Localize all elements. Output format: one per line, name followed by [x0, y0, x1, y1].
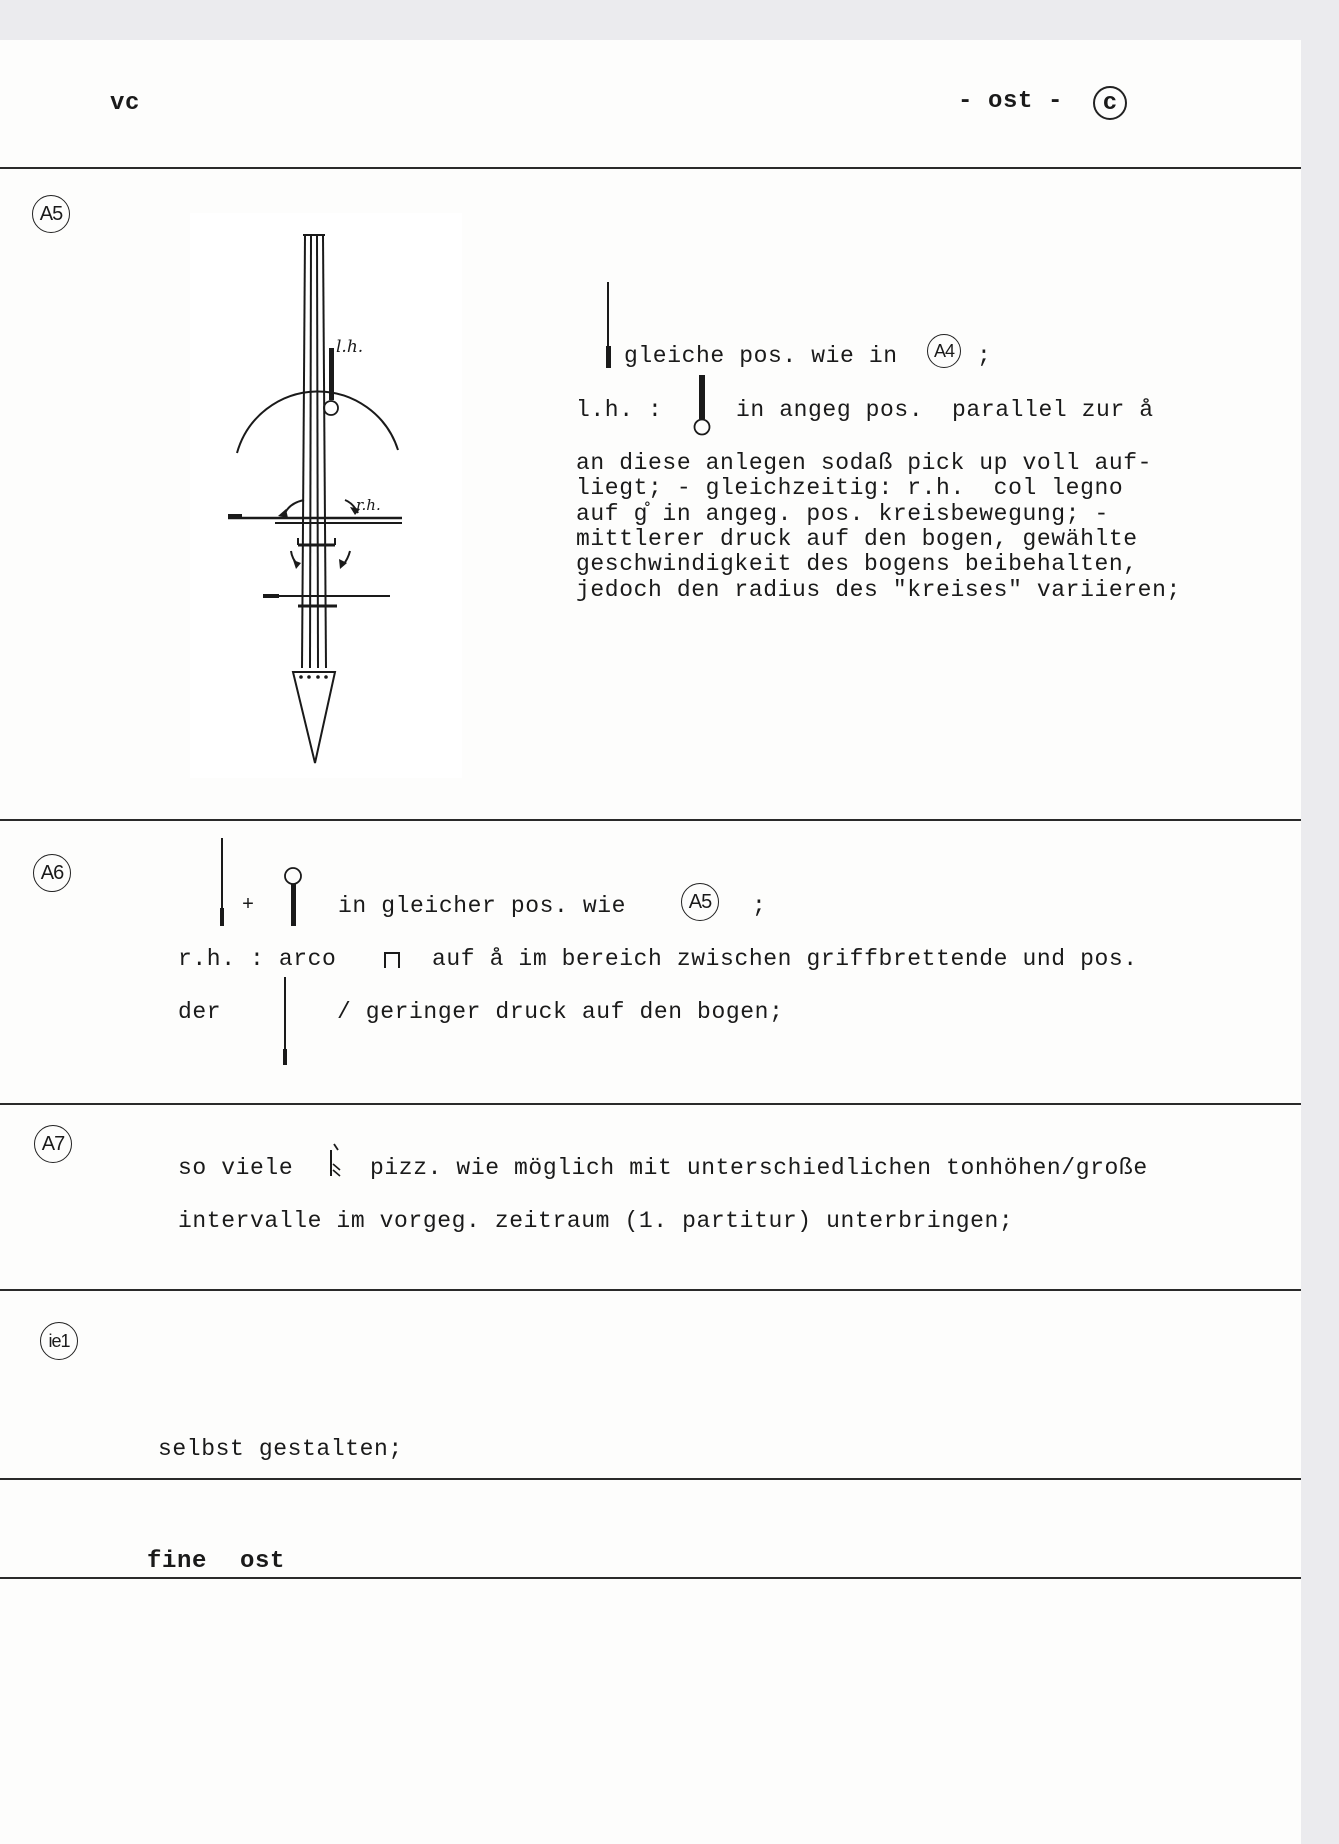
- a6-line-2: auf å im bereich zwischen griffbrettende und pos.: [432, 946, 1138, 972]
- down-bow-icon: [383, 950, 403, 970]
- divider-footer: [0, 1577, 1301, 1579]
- a6-line-2-prefix: r.h. : arco: [178, 946, 337, 972]
- page-title: - ost -: [958, 88, 1064, 115]
- section-marker-ie1: ie1: [40, 1322, 78, 1360]
- footer-fine: fine: [147, 1548, 208, 1575]
- a5-body-line: geschwindigkeit des bogens beibehalten,: [576, 551, 1138, 577]
- divider-a6: [0, 1103, 1301, 1105]
- cello-diagram: [190, 213, 462, 778]
- pickup-symbol-icon: [603, 282, 613, 368]
- a5-line-1-end: ;: [977, 343, 992, 369]
- a5-line-1: gleiche pos. wie in: [624, 343, 898, 369]
- right-hand-finger-icon: [282, 867, 304, 927]
- a7-line-1: pizz. wie möglich mit unterschiedlichen tonhöhen/große: [370, 1155, 1148, 1181]
- section-reference-a4: A4: [927, 334, 961, 368]
- plus-sign: +: [242, 894, 255, 917]
- a5-body-line: an diese anlegen sodaß pick up voll auf-: [576, 450, 1153, 476]
- a6-line-3: / geringer druck auf den bogen;: [337, 999, 784, 1025]
- section-reference-a5: A5: [681, 883, 719, 921]
- instrument-label: vc: [110, 90, 141, 117]
- divider-a7: [0, 1289, 1301, 1291]
- a6-line-1-end: ;: [752, 893, 767, 919]
- ie1-text: selbst gestalten;: [158, 1436, 403, 1462]
- a7-line-2: intervalle im vorgeg. zeitraum (1. partitur) unterbringen;: [178, 1208, 1014, 1234]
- a5-body-line: auf g̊ in angeg. pos. kreisbewegung; -: [576, 501, 1109, 527]
- section-marker-a7: A7: [34, 1125, 72, 1163]
- a5-line-2-prefix: l.h. :: [576, 397, 663, 423]
- a5-line-2: in angeg pos. parallel zur å: [736, 397, 1154, 423]
- pickup-symbol-icon: [280, 977, 290, 1065]
- a7-line-1-prefix: so viele: [178, 1155, 294, 1181]
- a6-line-1: in gleicher pos. wie: [338, 893, 627, 919]
- section-marker-a6: A6: [33, 854, 71, 892]
- divider-a5: [0, 819, 1301, 821]
- section-marker-a5: A5: [32, 195, 70, 233]
- divider-ie1: [0, 1478, 1301, 1480]
- left-hand-finger-icon: [692, 375, 712, 437]
- a5-body-line: mittlerer druck auf den bogen, gewählte: [576, 526, 1138, 552]
- figure-label-right-hand: r.h.: [356, 496, 381, 514]
- a5-body-line: liegt; - gleichzeitig: r.h. col legno: [576, 475, 1124, 501]
- pizzicato-symbol-icon: [327, 1144, 343, 1180]
- figure-label-left-hand: l.h.: [336, 337, 364, 357]
- divider-header: [0, 167, 1301, 169]
- page-letter-badge: c: [1093, 86, 1127, 120]
- footer-ost: ost: [240, 1548, 286, 1575]
- pickup-symbol-icon: [217, 838, 227, 926]
- a5-body-line: jedoch den radius des "kreises" variieren;: [576, 577, 1181, 603]
- a6-line-3-prefix: der: [178, 999, 222, 1025]
